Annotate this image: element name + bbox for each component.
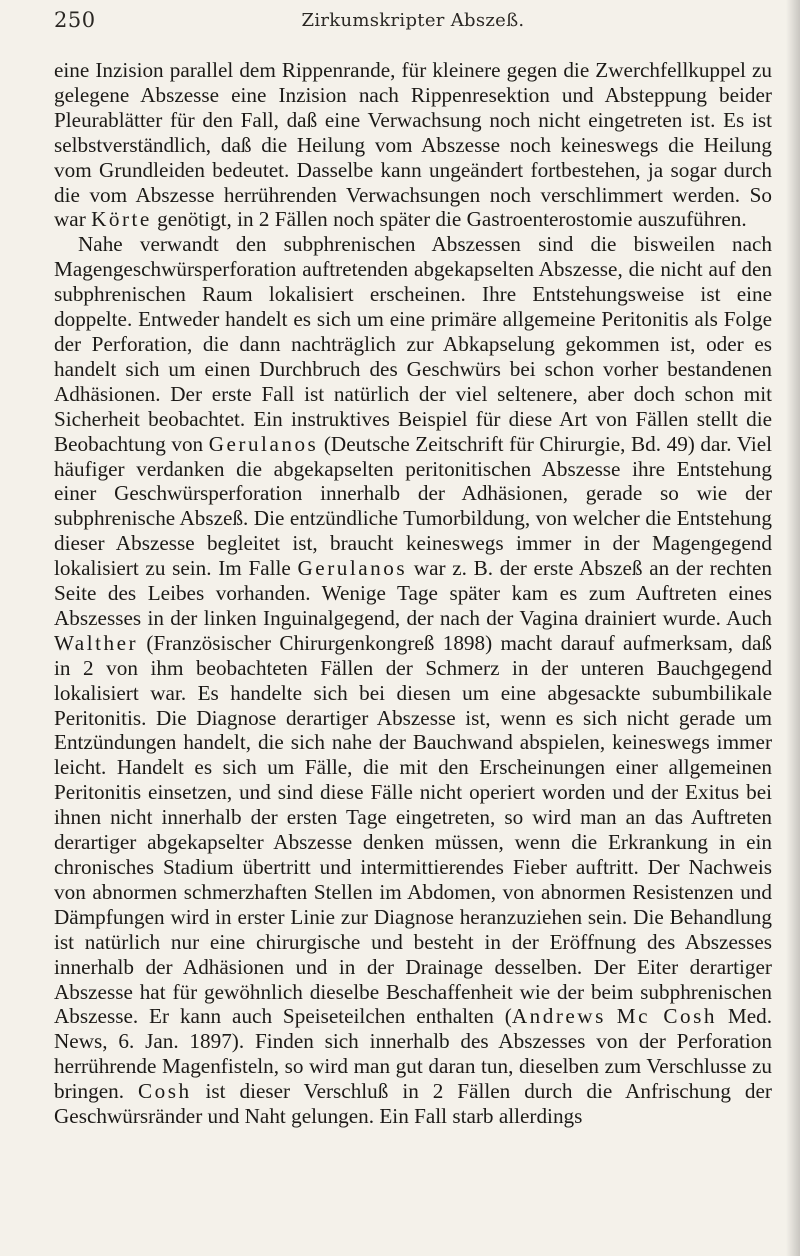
body-text [54, 58, 772, 1129]
page-header [54, 6, 772, 48]
paragraph [54, 232, 772, 1129]
author-name: Walther [54, 630, 139, 655]
author-name: Cosh [137, 1079, 192, 1104]
author-name: Gerulanos [297, 556, 408, 581]
running-head: Zirkumskripter Abszeß. [301, 10, 525, 31]
text-run: eine Inzision parallel dem Rippenrande, für kleinere gegen die Zwerchfellkuppel zu gelegene Abszesse eine Inzision nach Rippenresektion und Absteppung beider Pleurablätter für den Fall, daß eine Verwachsung noch nicht eingetreten ist. Es ist selbstverständlich, daß die Heilung vom Abszesse noch keineswegs die Heilung vom Grundleiden bedeutet. Dasselbe kann ungeändert fortbestehen, ja sogar durch die vom Abszesse herrührenden Verwachsungen noch verschlimmert werden. So war [54, 58, 772, 232]
text-run: Nahe verwandt den subphrenischen Abszessen sind die bisweilen nach Magengeschwürsperforation auftretenden abgekapselten Abszesse, die nicht auf den subphrenischen Raum lokalisiert erscheinen. Ihre Entstehungsweise ist eine doppelte. Entweder handelt es sich um eine primäre allgemeine Peritonitis als Folge der Perforation, die dann nachträglich zur Abkapselung gekommen ist, oder es handelt sich um einen Durchbruch des Geschwürs bei schon vorher bestandenen Adhäsionen. Der erste Fall ist natürlich der viel seltenere, aber doch schon mit Sicherheit beobachtet. Ein instruktives Beispiel für diese Art von Fällen stellt die Beobachtung von [54, 232, 772, 456]
text-run: genötigt, in 2 Fällen noch später die Gastroenterostomie auszuführen. [151, 207, 747, 232]
text-run: (Französischer Chirurgenkongreß 1898) macht darauf aufmerksam, daß in 2 von ihm beobachteten Fällen der Schmerz in der unteren Bauchgegend lokalisiert war. Es handelte sich bei diesen um eine abgesackte subumbilikale Peritonitis. Die Diagnose derartiger Abszesse ist, wenn es sich nicht gerade um Entzündungen handelt, die sich nahe der Bauchwand abspielen, keineswegs immer leicht. Handelt es sich um Fälle, die mit den Erscheinungen einer allgemeinen Peritonitis einsetzen, und sind diese Fälle nicht operiert worden und der Exitus bei ihnen nicht innerhalb der ersten Tage eingetreten, so wird man an das Auftreten derartiger abgekapselter Abszesse denken müssen, wenn die Erkrankung in ein chronisches Stadium übertritt und intermittierendes Fieber auftritt. Der Nachweis von abnormen schmerzhaften Stellen im Abdomen, von abnormen Resistenzen und Dämpfungen wird in erster Linie zur Diagnose heranzuziehen sein. Die Behandlung ist natürlich nur eine chirurgische und besteht in der Eröffnung des Abszesses innerhalb der Adhäsionen und in der Drainage desselben. Der Eiter derartiger Abszesse hat für gewöhnlich dieselbe Beschaffenheit wie der beim subphrenischen Abszesse. Er kann auch Speiseteilchen enthalten ( [54, 630, 772, 1029]
text-run: Med. News, 6. Jan. 1897). Finden sich innerhalb des Abszesses von der Perforation herrührende Magenfisteln, so wird man gut daran tun, dieselben zum Verschlusse zu bringen. [54, 1004, 773, 1104]
author-name: Körte [91, 207, 152, 232]
page-number: 250 [54, 8, 96, 32]
author-name: Mc Cosh [616, 1004, 717, 1029]
paragraph [54, 58, 772, 232]
text-run [606, 1004, 617, 1028]
author-name: Gerulanos [208, 431, 319, 456]
text-run: war z. B. der erste Abszeß an der rechten Seite des Leibes vorhanden. Wenige Tage später kam es zum Auftreten eines Abszesses in der linken Inguinalgegend, der nach der Vagina drainiert wurde. Auch [54, 556, 772, 630]
text-run: ist dieser Verschluß in 2 Fällen durch die Anfrischung der Geschwürsränder und Naht gelungen. Ein Fall starb allerdings [54, 1079, 772, 1129]
author-name: Andrews [511, 1004, 606, 1029]
text-run: (Deutsche Zeitschrift für Chirurgie, Bd. 49) dar. Viel häufiger verdanken die abgekapselten peritonitischen Abszesse ihre Entstehung einer Geschwürsperforation innerhalb der Adhäsionen, gerade so wie der subphrenische Abszeß. Die entzündliche Tumorbildung, von welcher die Entstehung dieser Abszesse begleitet ist, braucht keineswegs immer in der Magengegend lokalisiert zu sein. Im Falle [54, 431, 772, 581]
page-edge-shadow [786, 0, 800, 1256]
